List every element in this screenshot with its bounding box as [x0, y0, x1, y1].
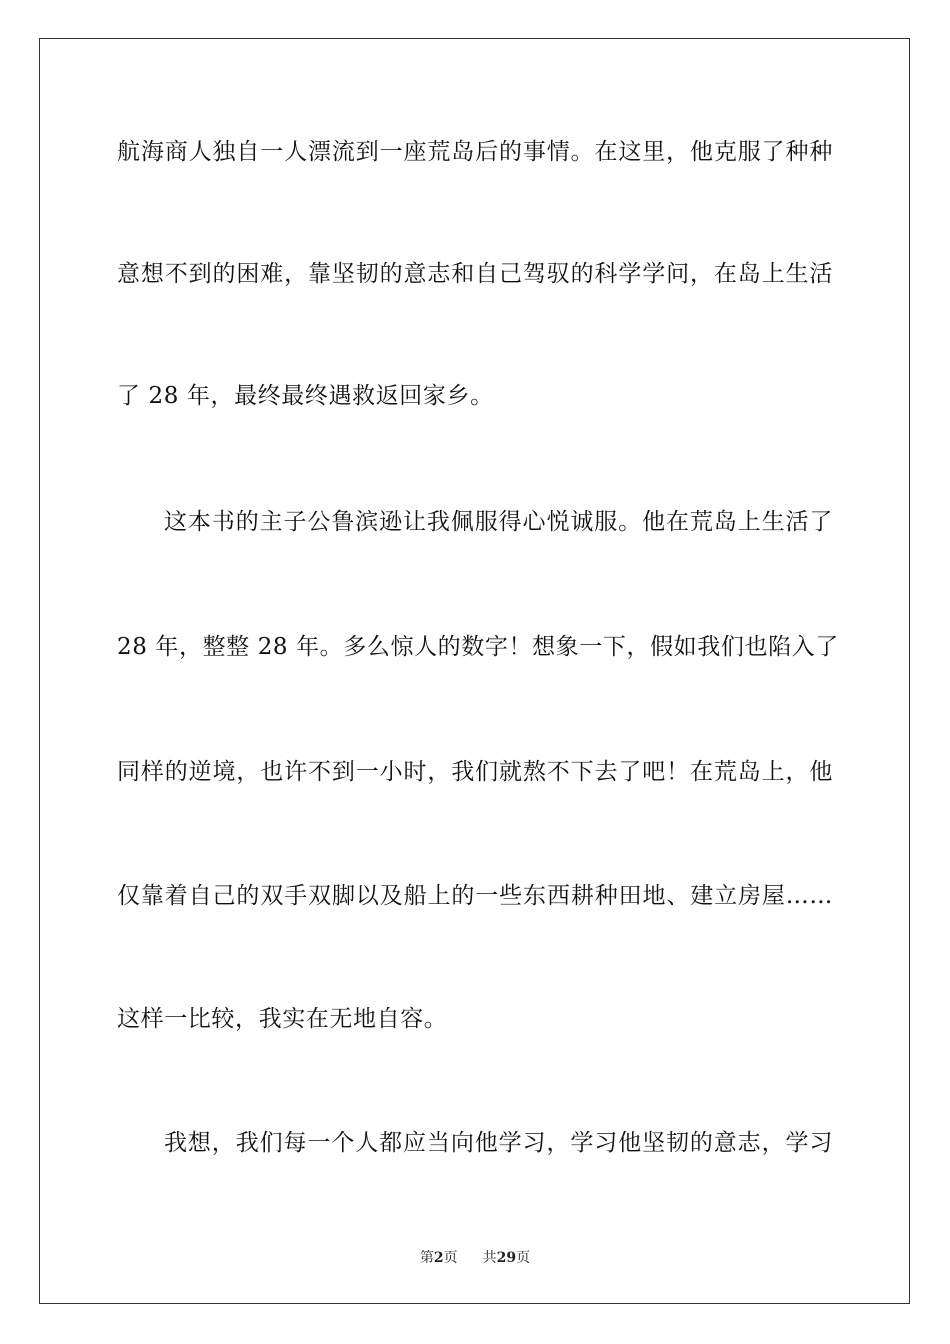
- page-suffix: 页: [443, 1250, 458, 1266]
- page-border: [39, 38, 910, 1304]
- paragraph-line: 同样的逆境，也许不到一小时，我们就熬不下去了吧！在荒岛上，他: [117, 759, 833, 785]
- page-prefix: 第: [419, 1250, 434, 1266]
- paragraph-line: 这本书的主子公鲁滨逊让我佩服得心悦诚服。他在荒岛上生活了: [164, 509, 833, 535]
- page-number: 2: [433, 1250, 444, 1266]
- paragraph-line: 我想，我们每一个人都应当向他学习，学习他坚韧的意志，学习: [164, 1130, 833, 1156]
- page-number-label: [420, 1247, 458, 1267]
- paragraph-line: 仅靠着自己的双手双脚以及船上的一些东西耕种田地、建立房屋……: [117, 883, 833, 909]
- paragraph-line: 28 年，整整 28 年。多么惊人的数字！想象一下，假如我们也陷入了: [117, 634, 839, 660]
- total-suffix: 页: [516, 1250, 531, 1266]
- paragraph-line: 这样一比较，我实在无地自容。: [117, 1006, 448, 1032]
- total-pages: 29: [496, 1250, 517, 1266]
- total-prefix: 共: [482, 1250, 497, 1266]
- paragraph-line: 意想不到的困难，靠坚韧的意志和自己驾驭的科学学问，在岛上生活: [117, 261, 833, 287]
- paragraph-line: 了 28 年，最终最终遇救返回家乡。: [117, 383, 494, 409]
- paragraph-line: 航海商人独自一人漂流到一座荒岛后的事情。在这里，他克服了种种: [117, 139, 833, 165]
- total-pages-label: [483, 1247, 530, 1267]
- page-footer: [0, 1247, 950, 1267]
